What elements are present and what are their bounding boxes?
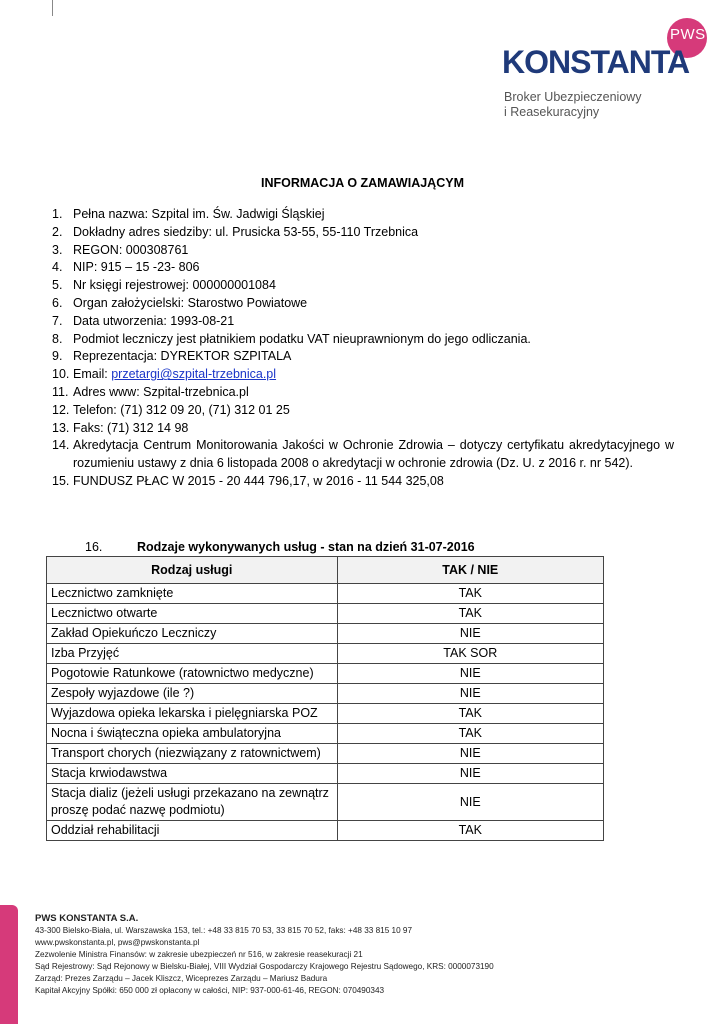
service-value: NIE [337, 624, 603, 644]
service-name: Oddział rehabilitacji [47, 821, 338, 841]
table-row [47, 744, 604, 764]
service-value: TAK SOR [337, 644, 603, 664]
email-link[interactable]: przetargi@szpital-trzebnica.pl [111, 367, 277, 382]
footer-capital: Kapitał Akcyjny Spółki: 650 000 zł opłacony w całości, NIP: 937-000-61-46, REGON: 070490343 [35, 986, 385, 995]
info-list [52, 206, 674, 491]
item-number: 8. [52, 331, 63, 346]
service-name: Lecznictwo zamknięte [47, 584, 338, 604]
item-text: FUNDUSZ PŁAC W 2015 - 20 444 796,17, w 2016 - 11 544 325,08 [73, 473, 444, 488]
footer [35, 912, 494, 997]
footer-web: www.pwskonstanta.pl, pws@pwskonstanta.pl [35, 938, 200, 947]
service-name: Lecznictwo otwarte [47, 604, 338, 624]
service-value: NIE [337, 784, 603, 821]
item-number: 4. [52, 260, 63, 275]
table-header-row [47, 557, 604, 584]
item-number: 6. [52, 295, 63, 310]
item-text: Email: [73, 367, 112, 382]
column-header-yes-no: TAK / NIE [337, 557, 603, 584]
footer-accent-bar [0, 905, 18, 1024]
list-item [52, 331, 674, 349]
list-item [52, 348, 674, 366]
logo-brand: KONSTANTA [502, 44, 690, 80]
footer-company: PWS KONSTANTA S.A. [35, 913, 139, 924]
table-row [47, 604, 604, 624]
table-row [47, 784, 604, 821]
item-number: 1. [52, 207, 63, 221]
item-text: Organ założycielski: Starostwo Powiatowe [73, 295, 308, 310]
item-text: Akredytacja Centrum Monitorowania Jakości w Ochronie Zdrowia – dotyczy certyfikatu akredytacyjnego w rozumieniu ustawy z dnia 6 listopada 2008 o akredytacji w ochronie zdrowia (Dz. U. z 2016 r. nr 542). [73, 438, 674, 471]
footer-registry: Sąd Rejestrowy: Sąd Rejonowy w Bielsku-Białej, VIII Wydział Gospodarczy Krajowego Rejestru Sądowego, KRS: 0000073190 [35, 962, 494, 971]
list-item [52, 313, 674, 331]
logo-badge: PWS [670, 26, 706, 43]
logo-subtitle [504, 90, 642, 120]
section-number: 16. [85, 540, 103, 554]
item-text: Telefon: (71) 312 09 20, (71) 312 01 25 [73, 402, 290, 417]
column-header-service: Rodzaj usługi [47, 557, 338, 584]
service-value: NIE [337, 684, 603, 704]
list-item [52, 242, 674, 260]
footer-address: 43-300 Bielsko-Biała, ul. Warszawska 153, tel.: +48 33 815 70 53, 33 815 70 52, faks: +48 33 815 10 97 [35, 926, 413, 935]
item-number: 5. [52, 278, 63, 293]
table-row [47, 584, 604, 604]
item-text: Faks: (71) 312 14 98 [73, 420, 189, 435]
item-text: Data utworzenia: 1993-08-21 [73, 313, 235, 328]
list-item [52, 437, 674, 473]
logo-subtitle-line-2: i Reasekuracyjny [504, 105, 600, 119]
list-item [52, 420, 674, 438]
service-name: Stacja krwiodawstwa [47, 764, 338, 784]
list-item [52, 206, 674, 224]
list-item [52, 259, 674, 277]
table-row [47, 724, 604, 744]
list-item [52, 295, 674, 313]
service-name: Stacja dializ (jeżeli usługi przekazano na zewnątrz proszę podać nazwę podmiotu) [47, 784, 338, 821]
item-text: Nr księgi rejestrowej: 000000001084 [73, 278, 276, 293]
item-text: NIP: 915 – 15 -23- 806 [73, 260, 200, 275]
section-16-heading [85, 540, 475, 554]
table-row [47, 764, 604, 784]
service-value: TAK [337, 821, 603, 841]
list-item [52, 366, 674, 384]
list-item [52, 224, 674, 242]
service-value: NIE [337, 664, 603, 684]
item-number: 15. [52, 473, 70, 488]
table-row [47, 704, 604, 724]
service-name: Nocna i świąteczna opieka ambulatoryjna [47, 724, 338, 744]
item-text: Podmiot leczniczy jest płatnikiem podatku VAT nieuprawnionym do jego odliczania. [73, 331, 531, 346]
item-number: 11. [52, 384, 69, 399]
service-name: Transport chorych (niezwiązany z ratownictwem) [47, 744, 338, 764]
service-name: Izba Przyjęć [47, 644, 338, 664]
item-number: 7. [52, 313, 63, 328]
service-name: Zakład Opiekuńczo Leczniczy [47, 624, 338, 644]
services-table [46, 556, 604, 841]
logo-subtitle-line-1: Broker Ubezpieczeniowy [504, 90, 642, 104]
item-number: 14. [52, 438, 70, 453]
item-number: 13. [52, 420, 70, 435]
item-text: REGON: 000308761 [73, 242, 189, 257]
service-value: NIE [337, 744, 603, 764]
table-row [47, 684, 604, 704]
service-value: TAK [337, 724, 603, 744]
service-value: TAK [337, 584, 603, 604]
item-text: Reprezentacja: DYREKTOR SZPITALA [73, 349, 292, 364]
item-text: Pełna nazwa: Szpital im. Św. Jadwigi Śląskiej [73, 207, 325, 221]
list-item [52, 473, 674, 491]
item-number: 12. [52, 402, 70, 417]
item-text: Dokładny adres siedziby: ul. Prusicka 53-55, 55-110 Trzebnica [73, 224, 419, 239]
section-title: Rodzaje wykonywanych usług - stan na dzień 31-07-2016 [137, 540, 475, 554]
item-number: 2. [52, 224, 63, 239]
item-number: 3. [52, 242, 63, 257]
footer-board: Zarząd: Prezes Zarządu – Jacek Kliszcz, Wiceprezes Zarządu – Mariusz Badura [35, 974, 328, 983]
footer-license: Zezwolenie Ministra Finansów: w zakresie ubezpieczeń nr 516, w zakresie reasekuracji 21 [35, 950, 363, 959]
table-row [47, 644, 604, 664]
service-value: NIE [337, 764, 603, 784]
company-logo [502, 18, 712, 123]
service-value: TAK [337, 604, 603, 624]
item-number: 10. [52, 367, 70, 382]
service-value: TAK [337, 704, 603, 724]
table-row [47, 821, 604, 841]
list-item [52, 277, 674, 295]
service-name: Pogotowie Ratunkowe (ratownictwo medyczne) [47, 664, 338, 684]
table-row [47, 664, 604, 684]
document-title: INFORMACJA O ZAMAWIAJĄCYM [260, 176, 464, 190]
item-text: Adres www: Szpital-trzebnica.pl [73, 384, 249, 399]
page-margin-mark [52, 0, 53, 16]
table-row [47, 624, 604, 644]
service-name: Wyjazdowa opieka lekarska i pielęgniarska POZ [47, 704, 338, 724]
list-item [52, 402, 674, 420]
item-number: 9. [52, 349, 63, 364]
service-name: Zespoły wyjazdowe (ile ?) [47, 684, 338, 704]
list-item [52, 384, 674, 402]
